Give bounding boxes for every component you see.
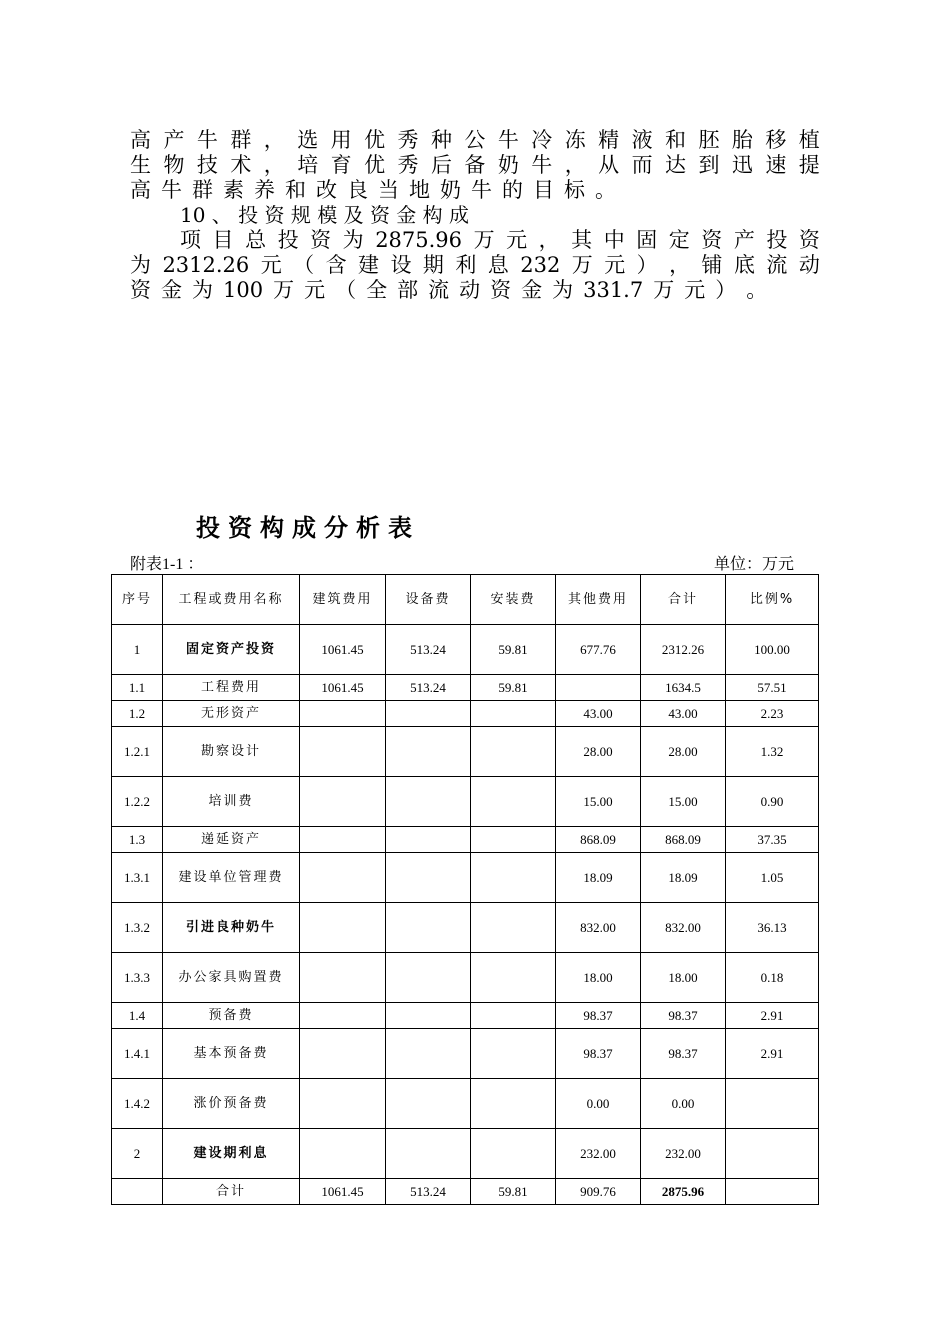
- text-glyph: 公: [464, 128, 486, 152]
- cell-no: 1.3: [112, 827, 163, 853]
- cell-ratio: 100.00: [726, 625, 819, 675]
- cell-ratio: 2.23: [726, 701, 819, 727]
- text-glyph: 精: [598, 128, 620, 152]
- cell-no: 1.4.1: [112, 1029, 163, 1079]
- cell-build: [300, 1129, 386, 1179]
- cell-no: 1.1: [112, 675, 163, 701]
- text-glyph: 当: [378, 178, 399, 202]
- cell-equip: [386, 903, 471, 953]
- cell-equip: [386, 1029, 471, 1079]
- cell-name: 工程费用: [163, 675, 300, 701]
- cell-name: 合计: [163, 1179, 300, 1205]
- cell-other: 832.00: [556, 903, 641, 953]
- text-glyph: 动: [798, 253, 820, 277]
- cell-equip: [386, 1079, 471, 1129]
- cell-install: [471, 853, 556, 903]
- text-glyph: 建: [358, 253, 380, 277]
- cell-ratio: 2.91: [726, 1003, 819, 1029]
- cell-ratio: 57.51: [726, 675, 819, 701]
- text-glyph: 资: [130, 278, 151, 302]
- cell-build: [300, 1029, 386, 1079]
- cell-name: 基本预备费: [163, 1029, 300, 1079]
- cell-total: 232.00: [641, 1129, 726, 1179]
- invest-line: [130, 278, 820, 303]
- intro-line: [130, 153, 820, 178]
- cell-install: [471, 953, 556, 1003]
- invest-line: [130, 253, 820, 278]
- cell-other: 677.76: [556, 625, 641, 675]
- cell-build: [300, 701, 386, 727]
- table-row: [112, 1003, 819, 1029]
- cell-other: 28.00: [556, 727, 641, 777]
- cell-build: 1061.45: [300, 625, 386, 675]
- cell-name: 办公家具购置费: [163, 953, 300, 1003]
- text-glyph: 种: [430, 128, 452, 152]
- text-glyph: 331.7: [583, 278, 644, 302]
- cell-other: 18.09: [556, 853, 641, 903]
- cell-install: 59.81: [471, 675, 556, 701]
- header-no: 序号: [112, 575, 163, 625]
- text-glyph: 元: [506, 228, 528, 252]
- cell-build: [300, 1003, 386, 1029]
- text-glyph: 标: [564, 178, 585, 202]
- text-glyph: ）: [715, 278, 737, 302]
- cell-equip: 513.24: [386, 625, 471, 675]
- text-glyph: 100: [223, 278, 264, 302]
- cell-no: 1.3.2: [112, 903, 163, 953]
- cell-equip: [386, 953, 471, 1003]
- cell-no: 1.4: [112, 1003, 163, 1029]
- text-glyph: 为: [342, 228, 364, 252]
- text-glyph: （: [335, 278, 357, 302]
- text-glyph: 胎: [731, 128, 753, 152]
- cell-equip: [386, 1003, 471, 1029]
- text-glyph: 元: [260, 253, 282, 277]
- cell-no: 1.3.3: [112, 953, 163, 1003]
- text-glyph: 植: [798, 128, 820, 152]
- text-glyph: 秀: [397, 153, 419, 177]
- cell-total: 18.00: [641, 953, 726, 1003]
- cell-name: 递延资产: [163, 827, 300, 853]
- cell-equip: [386, 701, 471, 727]
- cell-other: 0.00: [556, 1079, 641, 1129]
- cell-equip: 513.24: [386, 675, 471, 701]
- text-glyph: 术: [230, 153, 252, 177]
- text-glyph: 。: [595, 178, 616, 202]
- cell-equip: 513.24: [386, 1179, 471, 1205]
- cell-install: [471, 1003, 556, 1029]
- table-row: [112, 1079, 819, 1129]
- table-title: 投资构成分析表: [196, 514, 420, 542]
- table-row: [112, 625, 819, 675]
- text-glyph: 底: [733, 253, 755, 277]
- cell-total: 2875.96: [641, 1179, 726, 1205]
- cell-name: 勘察设计: [163, 727, 300, 777]
- text-glyph: 技: [196, 153, 218, 177]
- text-glyph: 目: [533, 178, 554, 202]
- cell-build: [300, 903, 386, 953]
- investment-paragraph: [130, 228, 820, 303]
- cell-other: 18.00: [556, 953, 641, 1003]
- text-glyph: 期: [422, 253, 444, 277]
- cell-install: [471, 1129, 556, 1179]
- cell-build: [300, 953, 386, 1003]
- text-glyph: 优: [364, 153, 386, 177]
- cell-other: 43.00: [556, 701, 641, 727]
- cell-name: 建设单位管理费: [163, 853, 300, 903]
- cell-no: 1.4.2: [112, 1079, 163, 1129]
- cell-ratio: 36.13: [726, 903, 819, 953]
- text-glyph: 固: [636, 228, 658, 252]
- cell-ratio: 1.32: [726, 727, 819, 777]
- intro-line: [130, 128, 820, 153]
- text-glyph: 提: [798, 153, 820, 177]
- cell-other: 15.00: [556, 777, 641, 827]
- text-glyph: 培: [297, 153, 319, 177]
- text-glyph: 为: [552, 278, 574, 302]
- text-glyph: 而: [631, 153, 653, 177]
- cell-total: 28.00: [641, 727, 726, 777]
- text-glyph: 高: [130, 178, 151, 202]
- table-row: [112, 1179, 819, 1205]
- text-glyph: ，: [564, 153, 586, 177]
- cell-other: 232.00: [556, 1129, 641, 1179]
- header-equip: 设备费: [386, 575, 471, 625]
- text-glyph: ，: [538, 228, 560, 252]
- cell-install: [471, 1029, 556, 1079]
- text-glyph: 定: [668, 228, 690, 252]
- table-row: [112, 903, 819, 953]
- cell-no: 1: [112, 625, 163, 675]
- text-glyph: 牛: [471, 178, 492, 202]
- cell-build: [300, 853, 386, 903]
- text-glyph: 资: [798, 228, 820, 252]
- text-glyph: 胚: [698, 128, 720, 152]
- text-glyph: 金: [521, 278, 543, 302]
- cell-total: 98.37: [641, 1029, 726, 1079]
- cell-equip: [386, 727, 471, 777]
- text-glyph: ）: [636, 253, 658, 277]
- text-glyph: 素: [223, 178, 244, 202]
- text-glyph: 全: [366, 278, 388, 302]
- text-glyph: 流: [766, 253, 788, 277]
- text-glyph: 元: [684, 278, 706, 302]
- cell-name: 预备费: [163, 1003, 300, 1029]
- text-glyph: 部: [397, 278, 419, 302]
- text-glyph: 达: [665, 153, 686, 177]
- cell-total: 98.37: [641, 1003, 726, 1029]
- cell-other: 868.09: [556, 827, 641, 853]
- table-row: [112, 1029, 819, 1079]
- text-glyph: 投: [766, 228, 788, 252]
- text-glyph: 用: [330, 128, 352, 152]
- cell-ratio: 37.35: [726, 827, 819, 853]
- text-glyph: 移: [765, 128, 787, 152]
- text-glyph: 万: [273, 278, 295, 302]
- cell-install: [471, 777, 556, 827]
- cell-total: 43.00: [641, 701, 726, 727]
- table-row: [112, 853, 819, 903]
- cell-no: 1.3.1: [112, 853, 163, 903]
- header-other: 其他费用: [556, 575, 641, 625]
- text-glyph: 资: [701, 228, 723, 252]
- text-glyph: 目: [212, 228, 234, 252]
- text-glyph: 改: [316, 178, 337, 202]
- text-glyph: 产: [733, 228, 755, 252]
- text-glyph: 优: [364, 128, 386, 152]
- text-glyph: 元: [604, 253, 626, 277]
- text-glyph: 含: [325, 253, 347, 277]
- text-glyph: 地: [409, 178, 430, 202]
- cell-build: [300, 827, 386, 853]
- cell-total: 2312.26: [641, 625, 726, 675]
- text-glyph: ，: [263, 128, 285, 152]
- table-row: [112, 1129, 819, 1179]
- cell-no: [112, 1179, 163, 1205]
- cell-no: 1.2.2: [112, 777, 163, 827]
- text-glyph: 息: [487, 253, 509, 277]
- text-glyph: 。: [746, 278, 768, 302]
- table-row: [112, 827, 819, 853]
- cell-equip: [386, 853, 471, 903]
- table-row: [112, 675, 819, 701]
- cell-install: [471, 827, 556, 853]
- text-glyph: 秀: [397, 128, 419, 152]
- table-unit: 单位：万元: [714, 556, 795, 573]
- text-glyph: 冷: [531, 128, 553, 152]
- table-ref: 附表1-1 ：: [130, 556, 204, 573]
- text-glyph: 牛: [497, 128, 519, 152]
- text-glyph: 迅: [731, 153, 753, 177]
- text-glyph: 生: [130, 153, 151, 177]
- cell-equip: [386, 777, 471, 827]
- intro-paragraph: [130, 128, 820, 228]
- cell-equip: [386, 827, 471, 853]
- cell-other: 909.76: [556, 1179, 641, 1205]
- cell-name: 建设期利息: [163, 1129, 300, 1179]
- text-glyph: 流: [428, 278, 450, 302]
- cell-total: 0.00: [641, 1079, 726, 1129]
- text-glyph: 液: [631, 128, 653, 152]
- cell-name: 涨价预备费: [163, 1079, 300, 1129]
- cell-ratio: [726, 1129, 819, 1179]
- table-header-row: [112, 575, 819, 625]
- cell-other: 98.37: [556, 1029, 641, 1079]
- text-glyph: 牛: [196, 128, 218, 152]
- cell-install: [471, 1079, 556, 1129]
- cell-build: 1061.45: [300, 675, 386, 701]
- text-glyph: 养: [254, 178, 275, 202]
- cell-ratio: [726, 1179, 819, 1205]
- text-glyph: ，: [669, 253, 691, 277]
- cell-other: [556, 675, 641, 701]
- cell-install: [471, 701, 556, 727]
- cell-equip: [386, 1129, 471, 1179]
- cell-name: 培训费: [163, 777, 300, 827]
- text-glyph: 良: [347, 178, 368, 202]
- cell-ratio: [726, 1079, 819, 1129]
- cell-other: 98.37: [556, 1003, 641, 1029]
- text-glyph: 群: [192, 178, 213, 202]
- cell-ratio: 0.90: [726, 777, 819, 827]
- text-glyph: 铺: [701, 253, 723, 277]
- text-glyph: 万: [653, 278, 675, 302]
- invest-line: [130, 228, 820, 253]
- text-glyph: 的: [502, 178, 523, 202]
- cell-build: [300, 727, 386, 777]
- text-glyph: 项: [180, 228, 201, 252]
- header-build: 建筑费用: [300, 575, 386, 625]
- text-glyph: 资: [490, 278, 512, 302]
- text-glyph: 从: [598, 153, 620, 177]
- text-glyph: 牛: [531, 153, 553, 177]
- text-glyph: 2312.26: [162, 253, 250, 277]
- cell-install: [471, 903, 556, 953]
- cell-name: 固定资产投资: [163, 625, 300, 675]
- cell-build: 1061.45: [300, 1179, 386, 1205]
- text-glyph: 冻: [564, 128, 586, 152]
- text-glyph: 万: [571, 253, 593, 277]
- text-glyph: 为: [192, 278, 213, 302]
- cell-no: 1.2: [112, 701, 163, 727]
- text-glyph: 奶: [497, 153, 519, 177]
- text-glyph: 设: [390, 253, 412, 277]
- cell-total: 1634.5: [641, 675, 726, 701]
- text-glyph: 其: [571, 228, 593, 252]
- text-glyph: 牛: [161, 178, 182, 202]
- table-body: [112, 625, 819, 1205]
- cell-build: [300, 777, 386, 827]
- text-glyph: 产: [163, 128, 185, 152]
- header-ratio: 比例%: [726, 575, 819, 625]
- cell-install: [471, 727, 556, 777]
- intro-line: [130, 178, 820, 203]
- text-glyph: 232: [520, 253, 561, 277]
- text-glyph: 速: [765, 153, 787, 177]
- text-glyph: 选: [297, 128, 319, 152]
- cell-total: 15.00: [641, 777, 726, 827]
- cell-total: 18.09: [641, 853, 726, 903]
- cell-total: 868.09: [641, 827, 726, 853]
- cell-name: 无形资产: [163, 701, 300, 727]
- cell-install: 59.81: [471, 625, 556, 675]
- cell-ratio: 2.91: [726, 1029, 819, 1079]
- text-glyph: （: [293, 253, 315, 277]
- cell-build: [300, 1079, 386, 1129]
- cell-ratio: 1.05: [726, 853, 819, 903]
- cell-no: 1.2.1: [112, 727, 163, 777]
- text-glyph: 备: [464, 153, 486, 177]
- text-glyph: 金: [161, 278, 182, 302]
- cell-total: 832.00: [641, 903, 726, 953]
- text-glyph: 高: [130, 128, 151, 152]
- text-glyph: 物: [163, 153, 185, 177]
- table-row: [112, 777, 819, 827]
- text-glyph: 2875.96: [375, 228, 463, 252]
- text-glyph: 利: [455, 253, 477, 277]
- cell-name: 引进良种奶牛: [163, 903, 300, 953]
- investment-table: [111, 574, 819, 1205]
- cell-install: 59.81: [471, 1179, 556, 1205]
- header-install: 安装费: [471, 575, 556, 625]
- text-glyph: ，: [263, 153, 285, 177]
- text-glyph: 元: [304, 278, 326, 302]
- text-glyph: 和: [285, 178, 306, 202]
- section-heading: 10 、 投 资 规 模 及 资 金 构 成: [180, 203, 470, 227]
- text-glyph: 为: [130, 253, 151, 277]
- text-glyph: 投: [277, 228, 299, 252]
- table-row: [112, 953, 819, 1003]
- text-glyph: 万: [473, 228, 495, 252]
- text-glyph: 动: [459, 278, 481, 302]
- table-row: [112, 701, 819, 727]
- text-glyph: 群: [230, 128, 252, 152]
- table-row: [112, 727, 819, 777]
- text-glyph: 后: [430, 153, 452, 177]
- header-total: 合计: [641, 575, 726, 625]
- cell-ratio: 0.18: [726, 953, 819, 1003]
- text-glyph: 育: [330, 153, 352, 177]
- cell-no: 2: [112, 1129, 163, 1179]
- header-name: 工程或费用名称: [163, 575, 300, 625]
- text-glyph: 奶: [440, 178, 461, 202]
- text-glyph: 和: [665, 128, 686, 152]
- text-glyph: 资: [310, 228, 332, 252]
- text-glyph: 总: [245, 228, 267, 252]
- text-glyph: 中: [603, 228, 625, 252]
- text-glyph: 到: [698, 153, 720, 177]
